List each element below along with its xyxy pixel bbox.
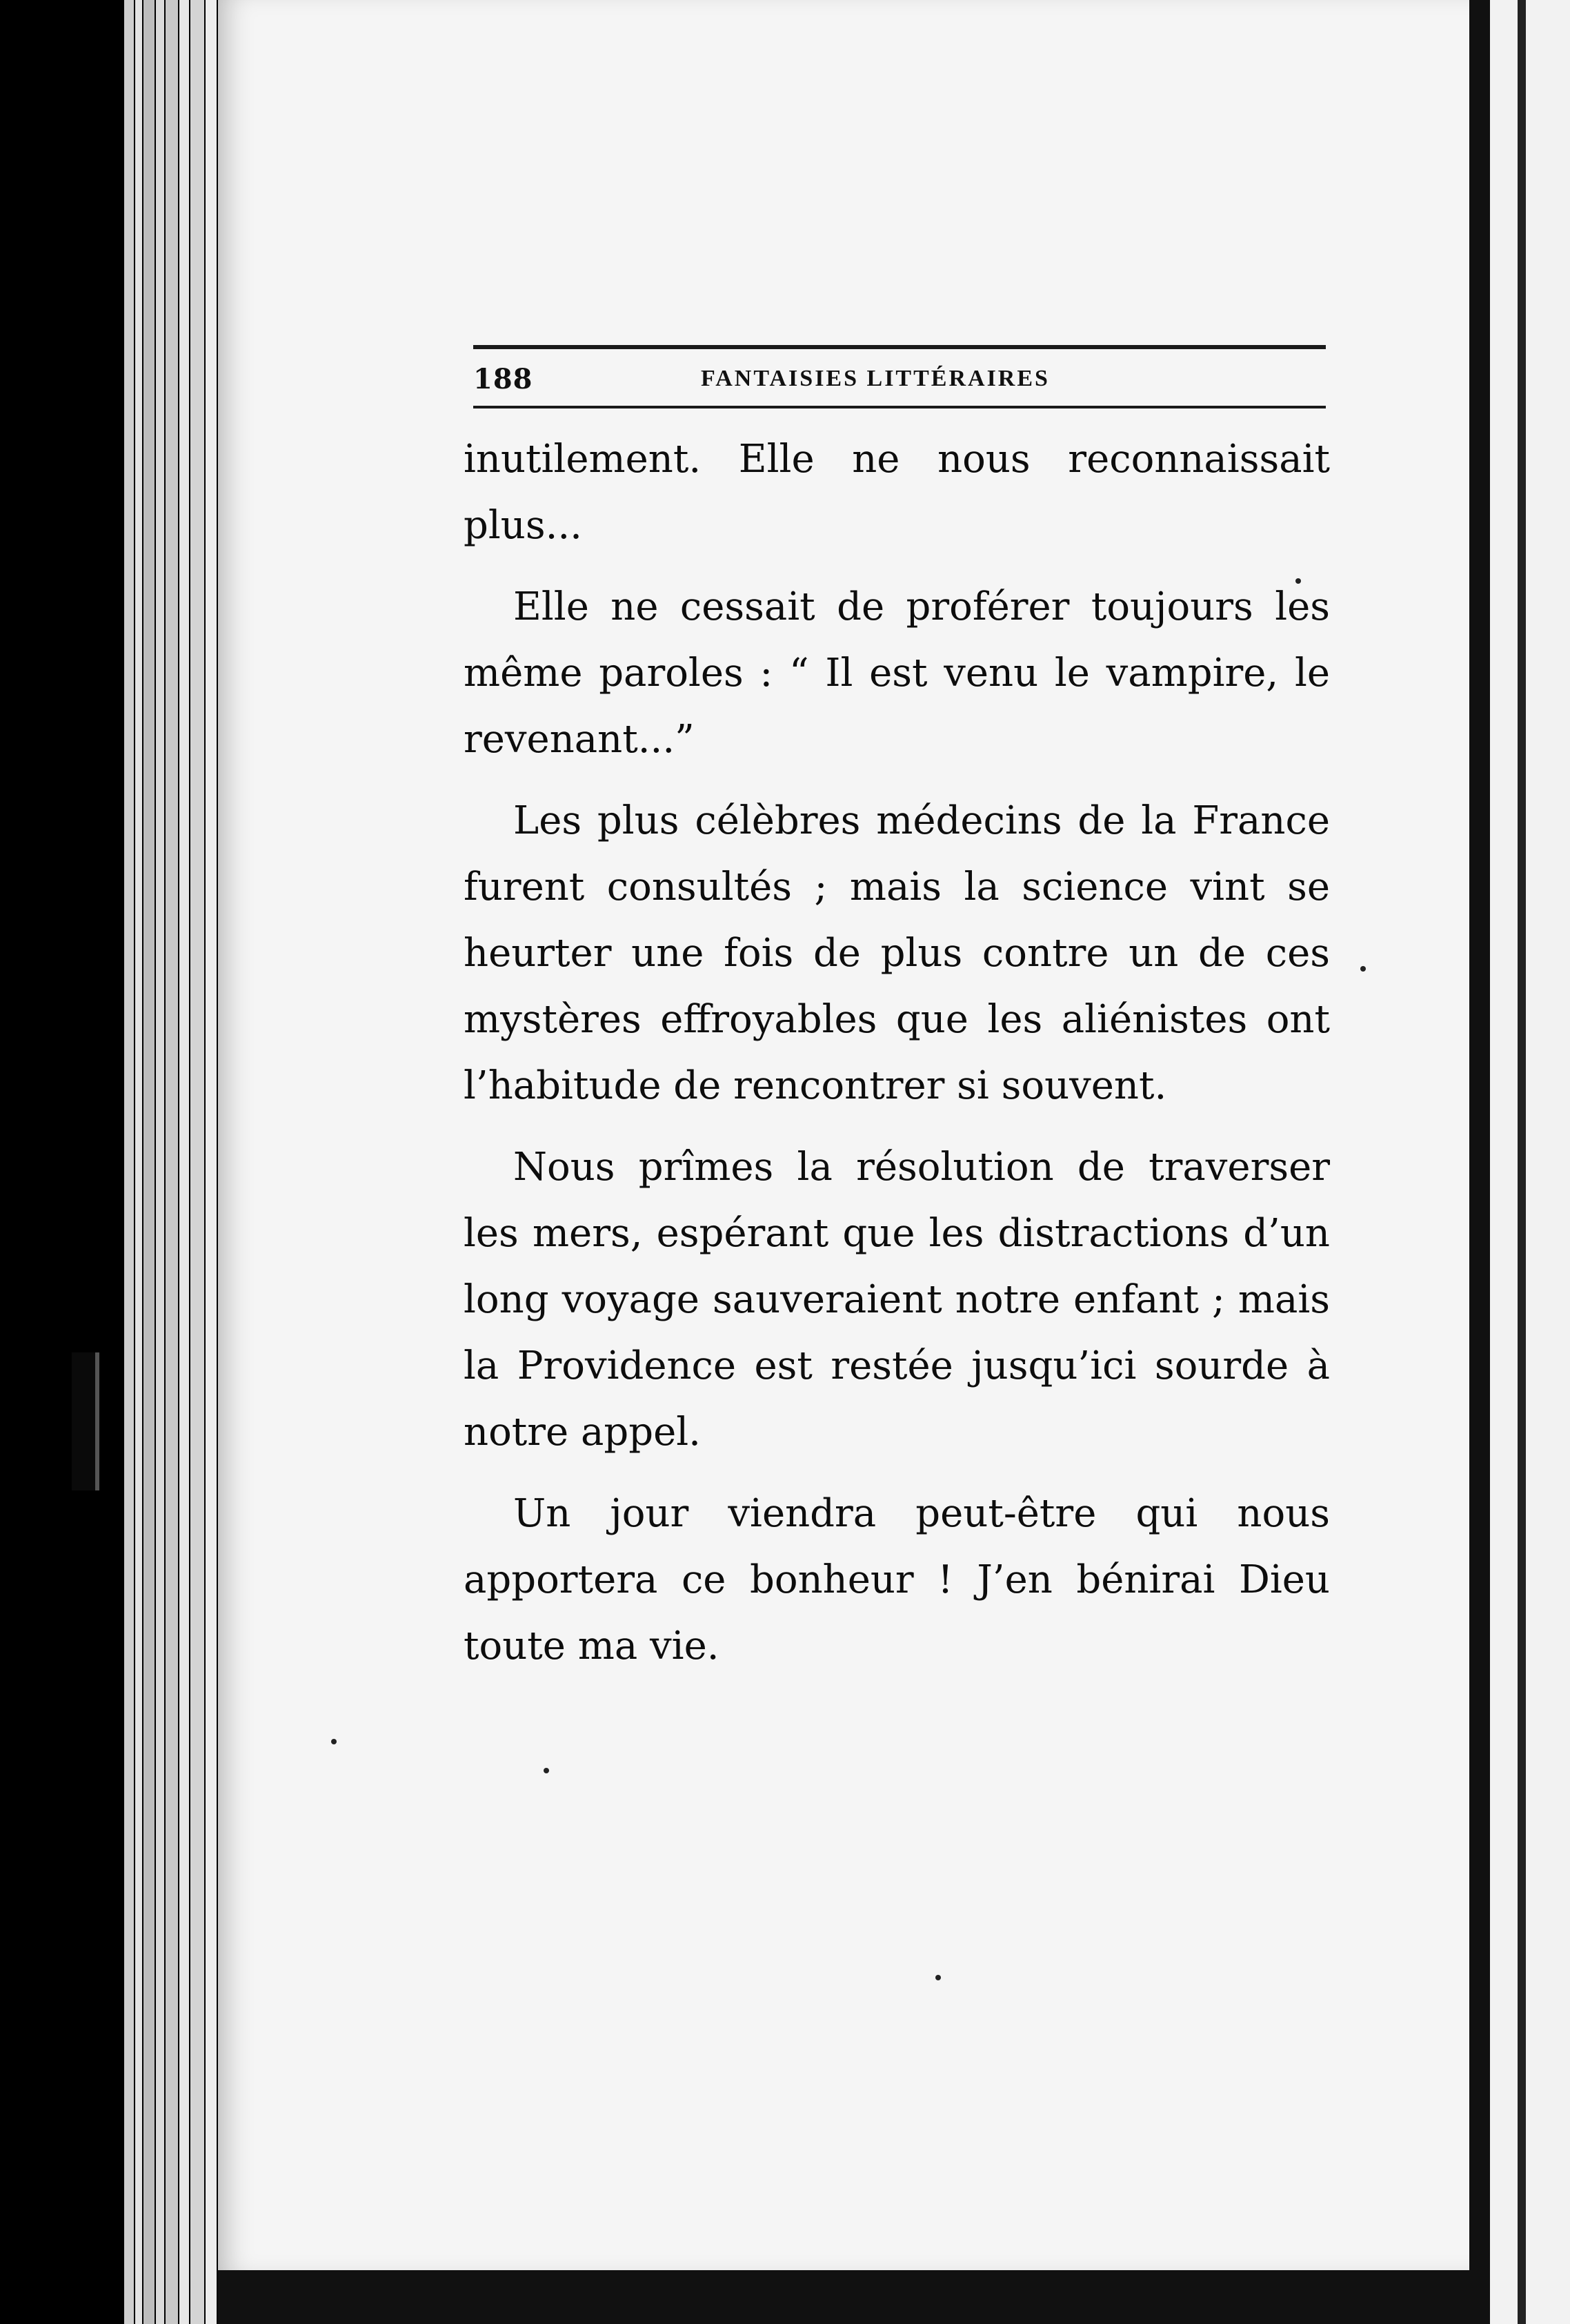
running-title: FANTAISIES LITTÉRAIRES	[701, 366, 1050, 391]
dust-speck	[331, 1739, 337, 1744]
paragraph: Un jour viendra peut-être qui nous apportera ce bonheur ! J’en bénirai Dieu toute ma vie.	[464, 1491, 1330, 1668]
paragraph: Nous prîmes la résolution de traverser les mers, espérant que les distractions d’un long voyage sauveraient notre enfant ; mais la Providence est restée jusqu’ici sourde à notre appel.	[464, 1145, 1330, 1455]
page-edge	[124, 0, 134, 2324]
page-edge	[190, 0, 204, 2324]
page-edge	[179, 0, 189, 2324]
page-number: 188	[473, 363, 533, 395]
facing-page-rule	[1518, 0, 1526, 2324]
header-rule-bottom	[473, 406, 1326, 408]
page-edge	[135, 0, 142, 2324]
page-edge	[143, 0, 155, 2324]
body-text	[464, 426, 1330, 1695]
page-edge	[156, 0, 164, 2324]
running-header	[473, 342, 1326, 411]
dust-speck	[544, 1768, 549, 1773]
dust-speck	[1360, 966, 1366, 972]
scan-bottom-border	[218, 2270, 1490, 2324]
facing-page-edge	[1490, 0, 1570, 2324]
page-edge	[166, 0, 178, 2324]
page-gutter-shadow	[1469, 0, 1490, 2270]
paragraph: Elle ne cessait de proférer toujours les même paroles : “ Il est venu le vampire, le revenant...”	[464, 584, 1330, 762]
page-edge	[206, 0, 217, 2324]
header-rule-top	[473, 345, 1326, 349]
dust-speck	[935, 1975, 941, 1980]
binding-notch	[72, 1352, 99, 1490]
paragraph: Les plus célèbres médecins de la France furent consultés ; mais la science vint se heurter une fois de plus contre un de ces mystères effroyables que les aliénistes ont l’habitude de rencontrer si souvent.	[464, 798, 1330, 1108]
paragraph: inutilement. Elle ne nous reconnaissait plus...	[464, 437, 1330, 548]
